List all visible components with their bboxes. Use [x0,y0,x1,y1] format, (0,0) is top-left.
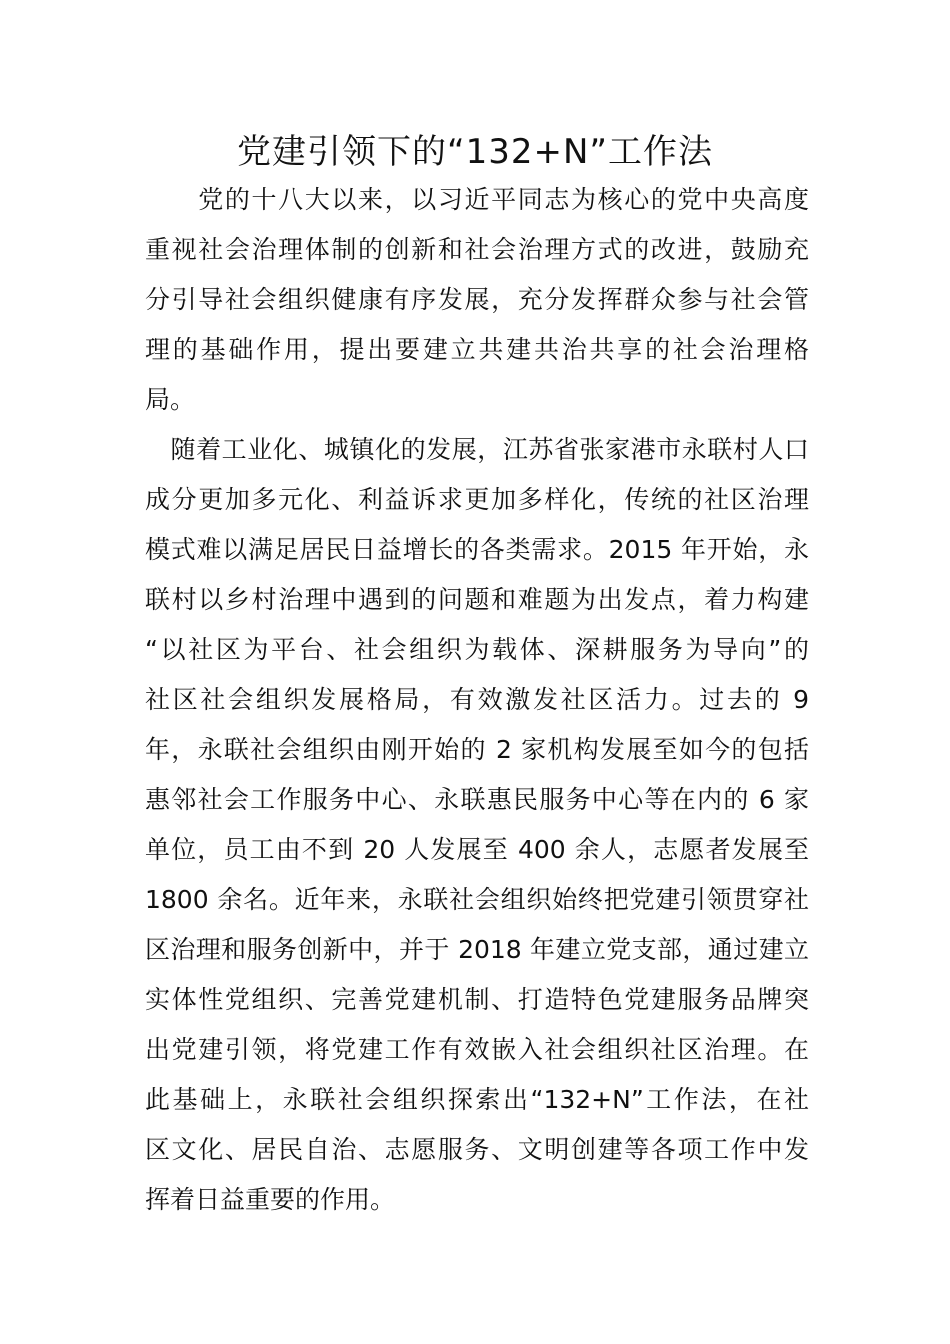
text-line: 此基础上，永联社会组织探索出“132+N”工作法，在社 [145,1085,809,1114]
text-line: 成分更加多元化、利益诉求更加多样化，传统的社区治理 [145,485,809,514]
text-line: 年，永联社会组织由刚开始的 2 家机构发展至如今的包括 [145,735,809,764]
text-line: 随着工业化、城镇化的发展，江苏省张家港市永联村人口 [145,435,809,464]
text-line: “以社区为平台、社会组织为载体、深耕服务为导向”的 [145,635,809,664]
text-line: 党的十八大以来，以习近平同志为核心的党中央高度 [145,185,809,214]
text-line: 1800 余名。近年来，永联社会组织始终把党建引领贯穿社 [145,885,809,914]
text-line: 区文化、居民自治、志愿服务、文明创建等各项工作中发 [145,1135,809,1164]
text-line: 局。 [145,385,196,414]
text-line: 区治理和服务创新中，并于 2018 年建立党支部，通过建立 [145,935,809,964]
text-line: 模式难以满足居民日益增长的各类需求。2015 年开始，永 [145,535,809,564]
text-line: 理的基础作用，提出要建立共建共治共享的社会治理格 [145,335,809,364]
text-line: 分引导社会组织健康有序发展，充分发挥群众参与社会管 [145,285,809,314]
text-line: 惠邻社会工作服务中心、永联惠民服务中心等在内的 6 家 [145,785,809,814]
paragraph-2 [145,425,809,1225]
text-line: 出党建引领，将党建工作有效嵌入社会组织社区治理。在 [145,1035,809,1064]
text-line: 挥着日益重要的作用。 [145,1185,396,1214]
text-line: 重视社会治理体制的创新和社会治理方式的改进，鼓励充 [145,235,809,264]
text-line: 单位，员工由不到 20 人发展至 400 余人，志愿者发展至 [145,835,809,864]
paragraph-1 [145,175,809,425]
document-title: 党建引领下的“132+N”工作法 [236,132,714,172]
text-line: 实体性党组织、完善党建机制、打造特色党建服务品牌突 [145,985,809,1014]
text-line: 联村以乡村治理中遇到的问题和难题为出发点，着力构建 [145,585,809,614]
text-line: 社区社会组织发展格局，有效激发社区活力。过去的 9 [145,685,809,714]
